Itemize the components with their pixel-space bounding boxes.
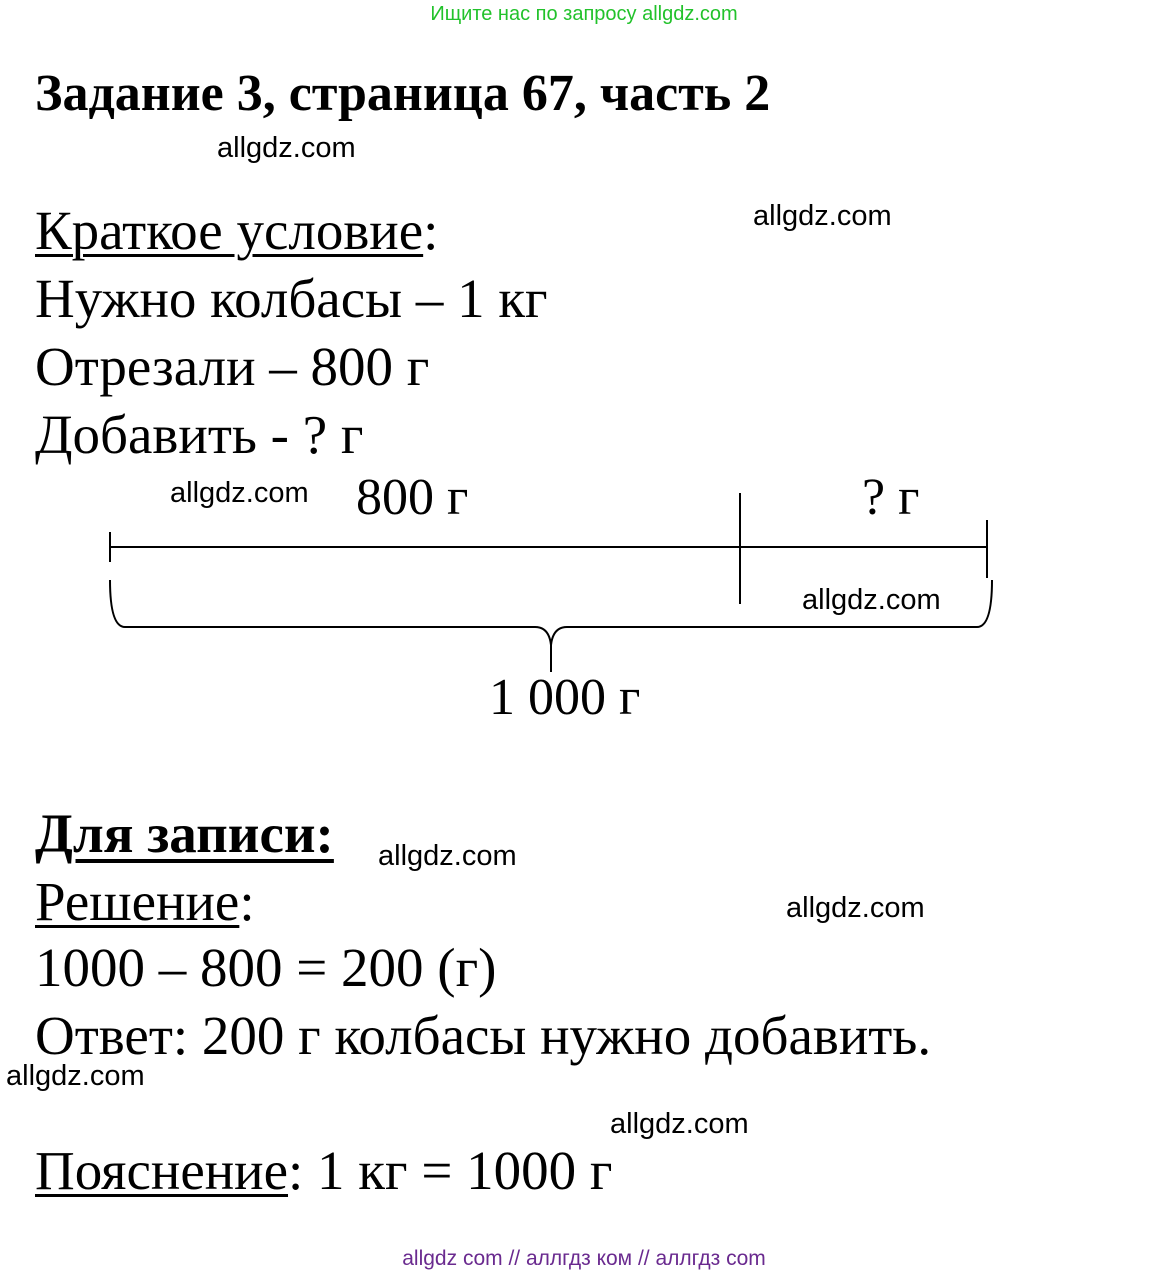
watermark: allgdz.com — [170, 477, 309, 509]
condition-colon: : — [423, 200, 439, 261]
top-banner: Ищите нас по запросу allgdz.com — [430, 3, 738, 25]
footer: allgdz com // аллгдз ком // аллгдз com — [402, 1247, 766, 1270]
solution-equation: 1000 – 800 = 200 (г) — [35, 937, 497, 998]
record-heading: Для записи: — [35, 803, 334, 864]
explanation-line — [35, 1140, 613, 1201]
segment-label-total: 1 000 г — [489, 669, 641, 726]
watermark: allgdz.com — [6, 1060, 145, 1092]
watermark: allgdz.com — [802, 584, 941, 616]
watermark: allgdz.com — [753, 200, 892, 232]
condition-line: Добавить - ? г — [35, 404, 364, 465]
segment-label-unknown: ? г — [862, 469, 920, 526]
watermark: allgdz.com — [217, 132, 356, 164]
condition-heading: Краткое условие — [35, 200, 424, 261]
solution-heading-line — [35, 871, 255, 932]
watermark: allgdz.com — [786, 892, 925, 924]
solution-colon: : — [239, 871, 255, 932]
solution-label: Решение — [35, 871, 240, 932]
segment-label-known: 800 г — [356, 469, 469, 526]
explanation-text: : 1 кг = 1000 г — [288, 1140, 613, 1201]
condition-line: Отрезали – 800 г — [35, 336, 430, 397]
condition-line: Нужно колбасы – 1 кг — [35, 268, 548, 329]
answer: Ответ: 200 г колбасы нужно добавить. — [35, 1005, 932, 1066]
watermark: allgdz.com — [378, 840, 517, 872]
explanation-label: Пояснение — [35, 1140, 289, 1201]
page-title: Задание 3, страница 67, часть 2 — [35, 65, 771, 122]
watermark: allgdz.com — [610, 1108, 749, 1140]
